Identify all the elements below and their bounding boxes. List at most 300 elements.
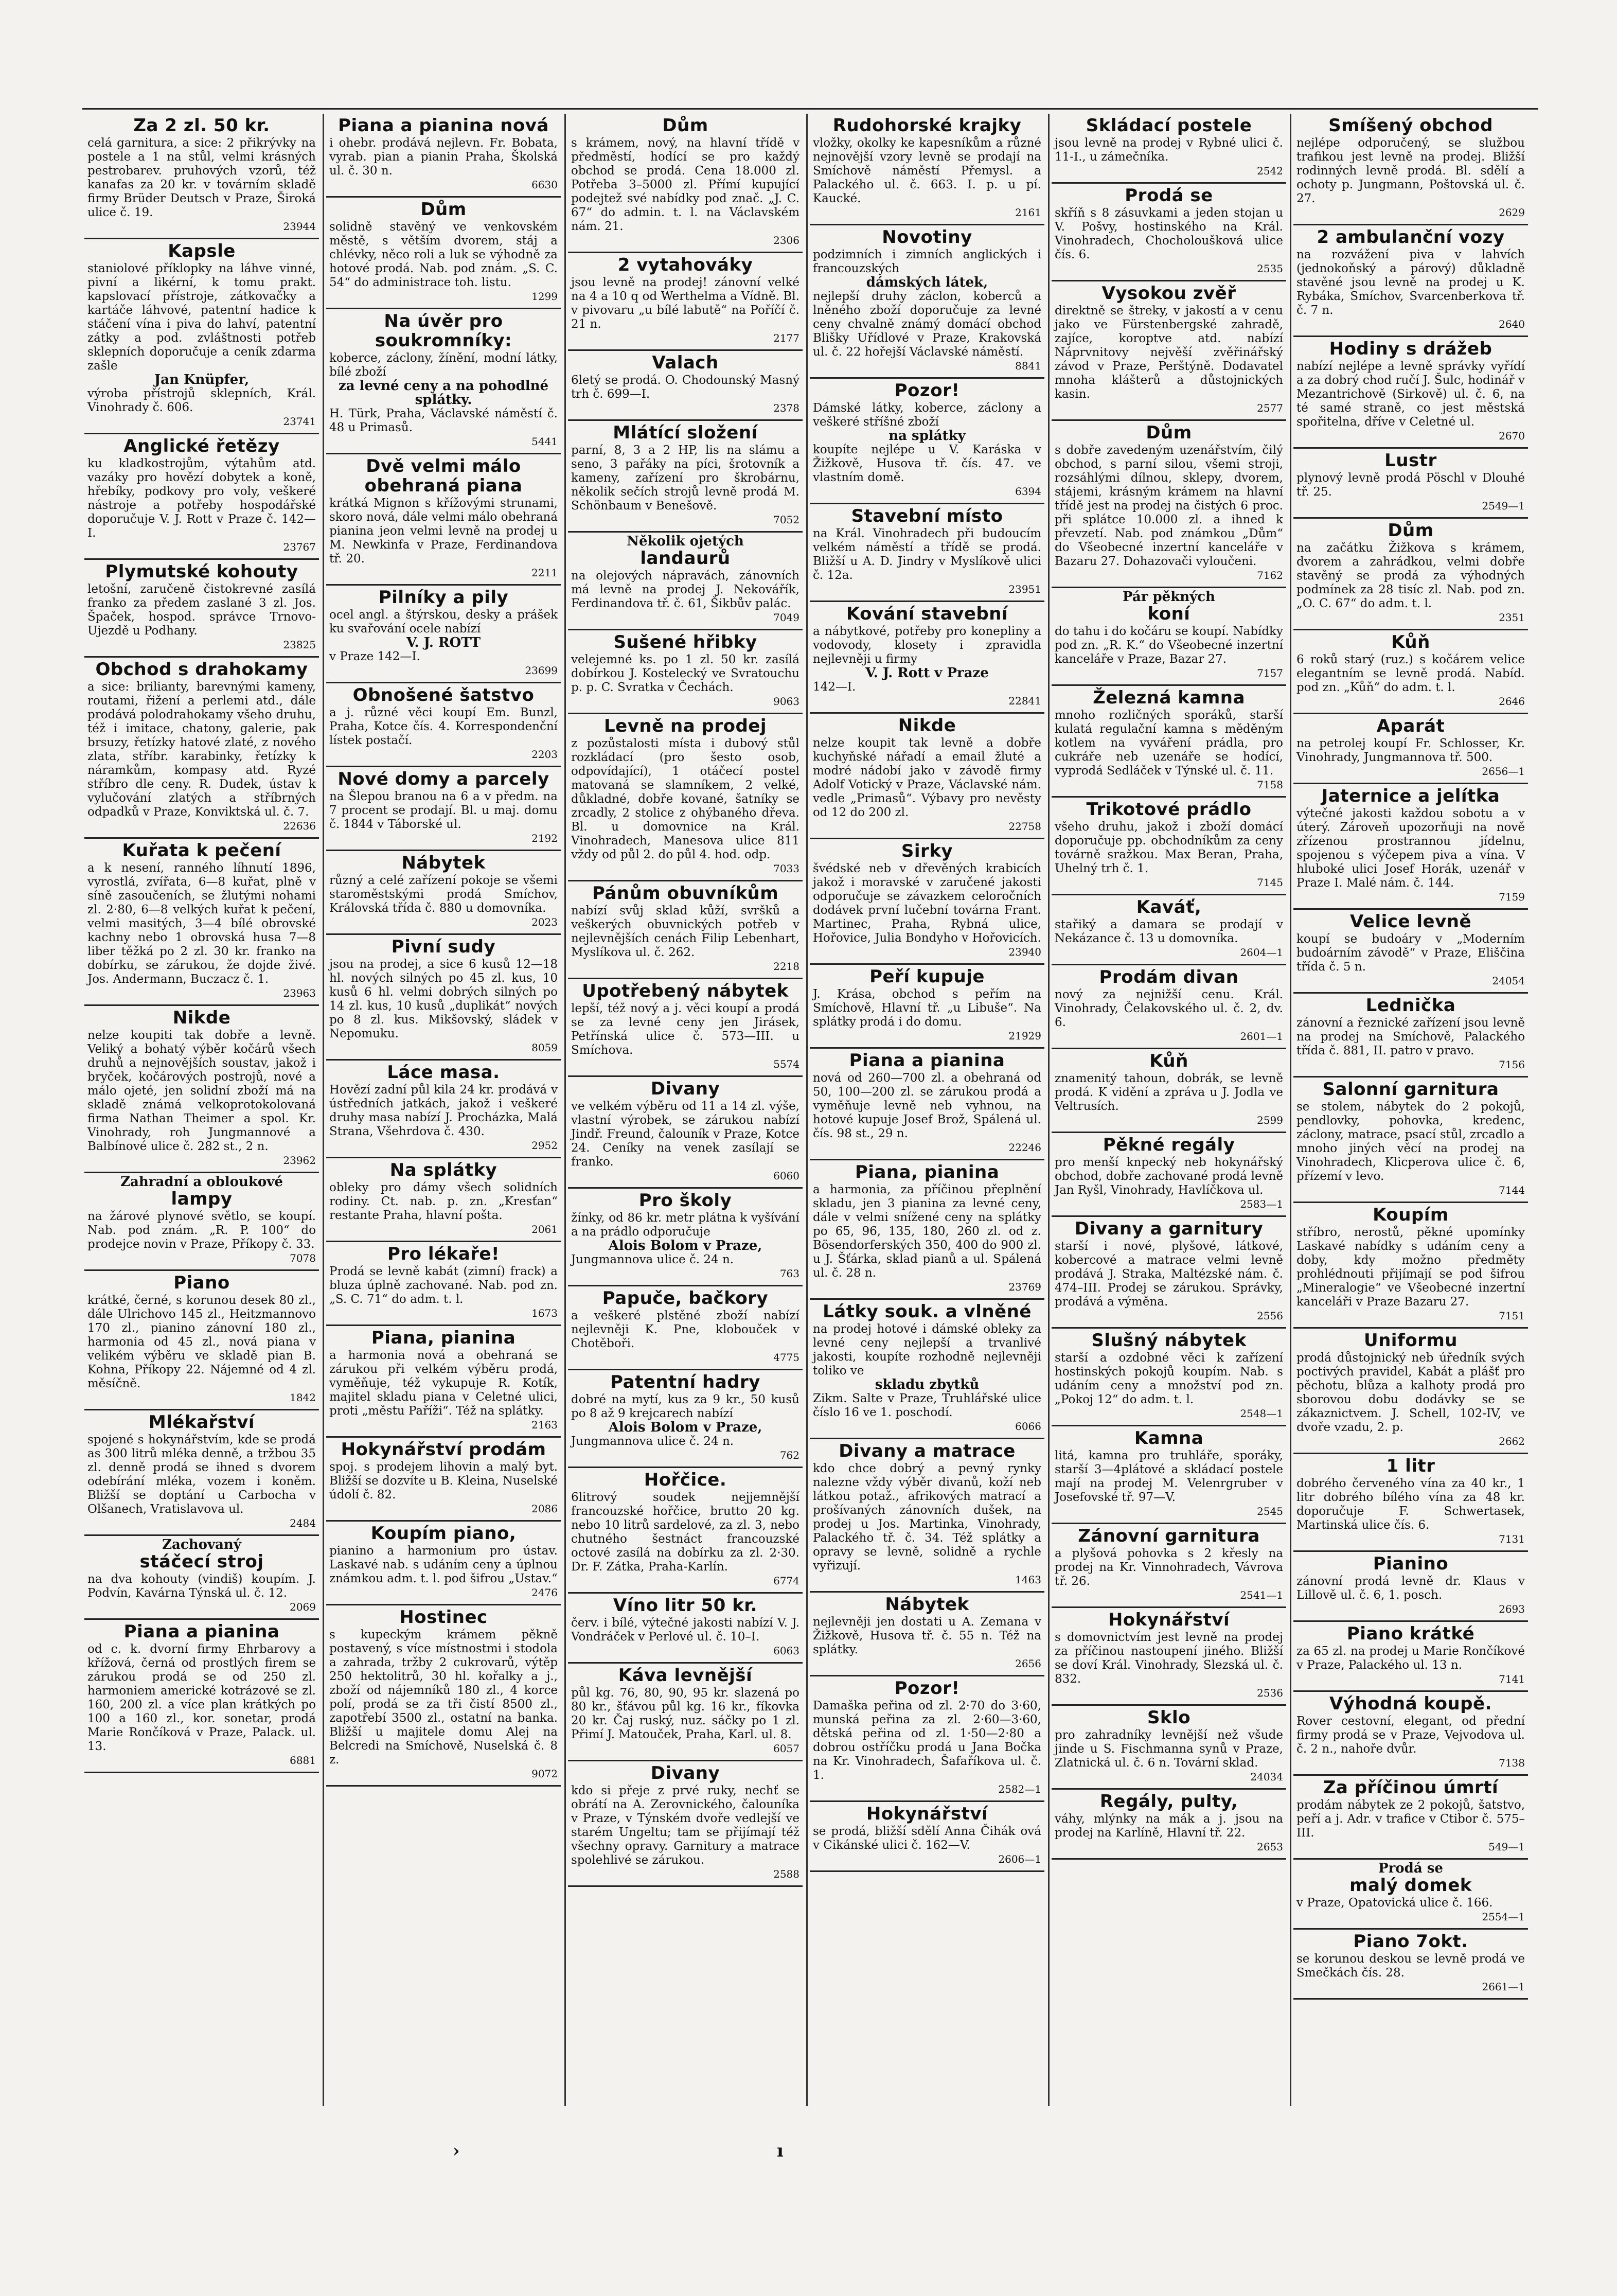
classified-ad [1052, 1049, 1286, 1133]
classified-ad [810, 114, 1044, 225]
classified-ad [1052, 686, 1286, 798]
classified-ad [84, 839, 319, 1006]
ad-headline: Piano 7okt. [1353, 1931, 1468, 1952]
classified-ad [326, 935, 561, 1061]
classified-ad [326, 1242, 561, 1326]
ad-headline: Plymutské kohouty [105, 561, 298, 582]
ad-headline: Jaternice a jelítka [1321, 786, 1500, 806]
ad-reference-number: 23940 [1008, 946, 1041, 958]
ad-body: se korunou deskou se levně prodá ve Smečkách čís. 28. [1296, 1952, 1525, 1980]
ad-body: výtečné jakosti každou sobotu a v úterý. Zároveň upozorňuji na nově zřízenou prostrannou jídelnu, spojenou s výčepem piva a vína. V hluboké ulici Josef Horák, uzenář v Praze I. Malé nám. č. 144. [1296, 807, 1525, 890]
classified-ad [568, 1189, 803, 1286]
classified-ad [326, 309, 561, 454]
ad-reference-number: 7033 [773, 862, 799, 875]
ad-emphasis: Alois Bolom v Praze, [608, 1420, 762, 1435]
ad-reference-number: 2542 [1257, 165, 1283, 177]
ad-headline: Nové domy a parcely [337, 769, 549, 789]
classified-ad [810, 714, 1044, 839]
classified-ad [1293, 1552, 1528, 1622]
ad-body: nabízí nejlépe a levně správky vyřídí a za dobrý chod ručí J. Šulc, hodinář v Mezantrichově (Sirkově) ul. č. 6, na té samé straně, co jest městská spořitelna, dříve v Celetné ul. [1296, 360, 1525, 429]
ad-body: Rover cestovní, elegant, od přední firmy prodá se v Praze, Vejvodova ul. č. 2 n., nahoře dvůr. [1296, 1715, 1525, 1756]
ad-reference-number: 2582—1 [998, 1783, 1041, 1795]
ad-reference-number: 7151 [1499, 1310, 1525, 1322]
ad-headline: Víno litr 50 kr. [613, 1595, 758, 1616]
ad-headline: Pěkné regály [1103, 1135, 1235, 1155]
ad-body: stříbro, nerostů, pěkné upomínky Laskavé nabídky s udáním ceny a doby, kdy možno předměty prohlédnouti přijímají se pod šifrou „Mineralogie“ ve Všeobecné inzertní kanceláři v Praze Bazaru 27. [1296, 1226, 1525, 1309]
ad-body: jsou levně na prodej! zánovní velké na 4 a 10 q od Werthelma a Vídně. Bl. v pivovaru „u bílé labutě“ na Poříčí č. 21 n. [571, 276, 799, 331]
classified-ad [84, 434, 319, 560]
ad-headline: Divany a matrace [839, 1441, 1016, 1461]
classified-ad [568, 979, 803, 1077]
ad-reference-number: 22841 [1008, 695, 1041, 707]
classified-ad [326, 767, 561, 851]
ad-reference-number: 2599 [1257, 1114, 1283, 1126]
ad-headline: Hokynářství prodám [341, 1439, 546, 1460]
ad-body: zánovní prodá levně dr. Klaus v Lillově ul. č. 6, 1. posch. [1296, 1575, 1525, 1602]
ad-column-4 [810, 114, 1044, 2106]
ad-body: mnoho rozličných sporáků, starší kulatá regulační kamna s měděným kotlem na vyváření prádla, pro cukráře neb uzenáře se hodící, vyprodá Sedláček v Týnské ul. č. 11. [1055, 709, 1283, 778]
ad-body-continued: koupíte nejlépe u V. Karáska v Žižkově, Husova tř. čís. 47. ve vlastním domě. [813, 443, 1041, 484]
classified-ad [810, 1160, 1044, 1300]
ad-headline: Hořčice. [644, 1470, 727, 1490]
ad-headline: Sirky [901, 841, 953, 861]
ad-reference-number: 7159 [1499, 891, 1525, 903]
ad-reference-number: 21929 [1008, 1030, 1041, 1042]
ad-body: nelze koupit tak levně a dobře kuchyňské nářadí a email žluté a modré nádobí jako v závodě firmy Adolf Votický v Praze, Václavské nám. vedle „Primasů“. Výbavy pro nevěsty od 12 do 200 zl. [813, 736, 1041, 819]
ad-body: starší i nové, plyšové, látkové, kobercové a matrace velmi levně prodává J. Straka, Maltézské nám. č. 474–III. Prodej se zárukou. Správky, prodává a výměna. [1055, 1240, 1283, 1309]
ad-body: pro zahradníky levnější než všude jinde u S. Fischmanna synů v Praze, Zlatnická ul. č. 6 n. Tovární sklad. [1055, 1728, 1283, 1770]
ad-body: a j. různé věci koupí Em. Bunzl, Praha, Kotce čís. 4. Korrespondenční lístek postačí. [329, 706, 558, 747]
ad-body-continued: Zikm. Salte v Praze, Truhlářské ulice číslo 16 ve 1. poschodí. [813, 1392, 1041, 1419]
ad-body: od c. k. dvorní firmy Ehrbarovy a křížová, černá od prostlých firem se zárukou prodá se od 250 zl. harmoniem americké kotrázové se zl. 160, 200 zl. a více plan krátkých po 100 a 160 zl., kor. sonetar, prodá Marie Rončíková v Praze, Palack. ul. 13. [87, 1642, 316, 1753]
classified-ad [84, 1271, 319, 1410]
ad-reference-number: 2536 [1257, 1687, 1283, 1699]
ad-body: pro menší knpecký neb hokynářský obchod, dobře zachované prodá levně Jan Ryšl, Vinohrady, Havlíčkova ul. [1055, 1156, 1283, 1197]
classified-ad [810, 1676, 1044, 1802]
ad-reference-number: 2023 [531, 916, 558, 928]
ad-body: se stolem, nábytek do 2 pokojů, pendlovky, pohovka, kredenc, záclony, matrace, psací stůl, zrcadlo a mnoho jiných věcí na prodej na Vinohradech, Klicperova ulice č. 6, přízemí v levo. [1296, 1100, 1525, 1183]
ad-body: půl kg. 76, 80, 90, 95 kr. slazená po 80 kr., šťávou půl kg. 16 kr., fíkovka 20 kr. Čaj ruský, nuz. sáčky po 1 zl. Přimí J. Matouček, Praha, Karl. ul. 8. [571, 1686, 799, 1741]
ad-headline: Skládací postele [1086, 115, 1252, 136]
ad-body: podzimních i zimních anglických i francouzských [813, 248, 1041, 275]
classified-ad [1293, 1776, 1528, 1860]
ad-reference-number: 7144 [1499, 1184, 1525, 1196]
ad-reference-number: 2163 [531, 1419, 558, 1431]
classified-ad [326, 454, 561, 586]
classified-ad [568, 1077, 803, 1189]
classified-ad [1293, 910, 1528, 994]
classified-ad [326, 683, 561, 767]
ad-body: lepší, též nový a j. věci koupí a prodá se za levné ceny jen Jirásek, Petřínská ulice č. 573—III. u Smíchova. [571, 1002, 799, 1057]
ad-emphasis: za levné ceny a na pohodlné splátky. [338, 378, 549, 408]
ad-reference-number: 2952 [531, 1139, 558, 1152]
ad-body: na prodej hotové i dámské obleky za levné ceny nejlepší a trvanlivé jakosti, koupíte rozhodně nejlevněji toliko ve [813, 1322, 1041, 1377]
classified-ad [1293, 449, 1528, 519]
ad-body: jsou na prodej, a sice 6 kusů 12—18 hl. nových silných po 45 zl. kus, 10 kusů 6 hl. velmi dobrých silných po 14 zl. kus, 10 kusů „duplikát“ nových po 8 zl. kus. Mikšovský, sládek v Nepomuku. [329, 958, 558, 1040]
ad-emphasis: Jan Knüpfer, [154, 372, 250, 387]
classified-ad [568, 114, 803, 253]
ad-reference-number: 2548—1 [1240, 1407, 1283, 1420]
ad-body: direktně se štreky, v jakostí a v cenu jako ve Fürstenbergské zahradě, zajíce, koroptve atd. nabízí Náprvnitovy nejvěší zvěřinářský závod v Praze, Perštýně. Dodavatel mnoha klášterů a důstojnických kasin. [1055, 304, 1283, 401]
ad-emphasis: V. J. Rott v Praze [865, 665, 989, 681]
ad-headline: Zánovní garnitura [1078, 1526, 1260, 1546]
ad-body-continued: Jungmannova ulice č. 24 n. [571, 1435, 734, 1448]
classified-ad [326, 1522, 561, 1605]
classified-ad [810, 225, 1044, 379]
ad-body: nabízí svůj sklad kůží, svršků a veškerých obuvnických potřeb v nejlevnějších cenách Filip Lebenhart, Myslíkova ul. č. 262. [571, 904, 799, 959]
ad-body: Prodá se levně kabát (zimní) frack) a bluza úplně zachované. Nab. pod zn. „S. C. 71“ do adm. t. l. [329, 1265, 558, 1306]
page-edge-mark-right: ı [777, 2141, 784, 2161]
ad-reference-number: 2556 [1257, 1310, 1283, 1322]
ad-reference-number: 7157 [1257, 667, 1283, 679]
classified-ad [1293, 630, 1528, 714]
ad-body: 6 roků starý (ruz.) s kočárem velice elegantním se levně prodá. Nabíd. pod zn. „Kůň“ do adm. t. l. [1296, 653, 1525, 694]
ad-reference-number: 763 [779, 1267, 799, 1280]
ad-column-3 [568, 114, 803, 2106]
classified-ad [1052, 1133, 1286, 1217]
ad-reference-number: 6394 [1015, 485, 1041, 498]
ad-headline: Upotřebený nábytek [582, 981, 789, 1001]
ad-headline: Velice levně [1349, 911, 1471, 932]
ad-body: na Král. Vinohradech při budoucím velkém náměstí a třídě se prodá. Bližší u A. D. Jindry v Myslíkově ulici č. 12a. [813, 527, 1041, 582]
ad-body: ve velkém výběru od 11 a 14 zl. výše, vlastní výrobek, se zárukou nabízí Jindř. Freund, čalouník v Praze, Kotce 24. Ceníky na venek zasílají se franko. [571, 1100, 799, 1169]
ad-headline: landaurů [640, 548, 731, 569]
classified-ad [84, 239, 319, 434]
classified-ad [326, 586, 561, 683]
ad-body: švédské neb v dřevěných krabicích jakož i moravské v zaručené jakosti odporučuje se závazkem celoročních dodávek první lučební továrna Frant. Martinec, Praha, Rybná ulice, Hořovice, Julia Bondyho v Hořovicích. [813, 862, 1041, 945]
ad-headline: Za 2 zl. 50 kr. [133, 115, 270, 136]
ad-reference-number: 24034 [1250, 1771, 1283, 1783]
ad-headline: Levně na prodej [604, 716, 767, 736]
ad-headline: lampy [171, 1189, 233, 1209]
ad-body: s dobře zavedeným uzenářstvím, čilý obchod, s parní silou, všemi stroji, rozsáhlými dílnou, sklepy, dvorem, stájemi, krásným krámem na hlavní třídě jest na prodej na čistých 6 proc. při splátce 10.000 zl. a ihned k převzetí. Nab. pod známkou „Dům“ do Všeobecné inzertní kanceláře v Bazaru 27. Dohazovači vyloučeni. [1055, 444, 1283, 568]
ad-reference-number: 2640 [1499, 318, 1525, 330]
classified-ad [326, 1061, 561, 1158]
ad-body: starší a ozdobné věci k zařízení hostinských pokojů koupím. Nab. s udáním ceny a množství pod zn. „Pokoj 12“ do adm. t. l. [1055, 1351, 1283, 1406]
ad-headline: Nikde [172, 1008, 231, 1028]
ad-pretitle: Zachovaný [162, 1537, 241, 1552]
classified-ad [568, 714, 803, 881]
ad-reference-number: 2554—1 [1482, 1911, 1525, 1923]
ad-body: J. Krása, obchod s peřím na Smíchově, Hlavní tř. „u Libuše“. Na splátky prodá i do domu. [813, 987, 1041, 1029]
ad-reference-number: 2351 [1499, 611, 1525, 624]
ad-headline: malý domek [1349, 1875, 1472, 1896]
classified-ad [810, 1049, 1044, 1160]
ad-column-5 [1052, 114, 1286, 2106]
ad-body: na Šlepou branou na 6 a v předm. na 7 procent se prodají. Bl. u maj. domu č. 1844 v Táborské ul. [329, 790, 558, 831]
ad-reference-number: 6881 [290, 1754, 316, 1767]
ad-headline: stáčecí stroj [139, 1551, 264, 1572]
ad-reference-number: 2577 [1257, 402, 1283, 414]
ad-headline: Anglické řetězy [123, 436, 280, 456]
classified-ad [1293, 1078, 1528, 1203]
ad-body-continued: 142—I. [813, 680, 856, 694]
ad-headline: Nikde [898, 715, 956, 736]
ad-reference-number: 23963 [283, 987, 316, 999]
classified-ad [1052, 965, 1286, 1049]
classified-ad [1293, 1203, 1528, 1329]
ad-reference-number: 7141 [1499, 1673, 1525, 1685]
classified-ad [1293, 114, 1528, 225]
ad-body: prodá důstojnický neb úředník svých poctivých pravidel, Kabát a plášť pro pěchotu, blůza a kalhoty prodá pro sborovou dobu dodávky se se zákaznictvem. J. Schell, 102-IV, ve dvoře vzadu, 2. p. [1296, 1351, 1525, 1434]
ad-body: červ. i bílé, výtečné jakosti nabízí V. J. Vondráček v Perlové ul. č. 10–I. [571, 1616, 799, 1644]
ad-body: letošní, zaručeně čistokrevné zasílá franko za předem zaslané 3 zl. Jos. Špaček, hospod. správce Trnovo-Ujezdě u Podhany. [87, 582, 316, 638]
ad-body: koberce, záclony, žínění, modní látky, bílé zboží [329, 351, 558, 379]
ad-reference-number: 9063 [773, 695, 799, 708]
classified-ad [1052, 114, 1286, 184]
classified-ad [1052, 895, 1286, 965]
ad-headline: Divany [650, 1079, 720, 1099]
ad-headline: Hokynářství [1108, 1610, 1230, 1630]
ad-body: dobrého červeného vína za 40 kr., 1 litr dobrého bílého vína za 48 kr. doporučuje F. Schwertasek, Martinská ulice čís. 6. [1296, 1477, 1525, 1532]
ad-body: a harmonia, za příčinou přeplnění skladu, jen 3 pianina za levné ceny, dále v velmi snížené ceny na splátky po 65, 96, 135, 180, 260 zl. od z. Bösendorferských 350, 400 do 900 zl. u J. Šťárka, sklad pianů a ul. Spálená ul. č. 28 n. [813, 1183, 1041, 1280]
ad-headline: Piana, pianina [371, 1328, 516, 1348]
ad-body: se prodá, bližší sdělí Anna Čihák ová v Cikánské ulici č. 162—V. [813, 1825, 1041, 1852]
ad-body: na olejových nápravách, zánovních má levně na prodej J. Nekovářík, Ferdinandova tř. č. 61, Šikbův palác. [571, 569, 799, 610]
classified-ad [84, 560, 319, 658]
ad-reference-number: 2670 [1499, 430, 1525, 442]
ad-headline: Mlátící složení [613, 422, 758, 443]
ad-body: s krámem, nový, na hlavní třídě v předměstí, hodící se pro každý obchod se prodá. Cena 18.000 zl. Potřeba 3–5000 zl. Přímí kupující podejtež své nabídky pod znač. „J. C. 67“ do admin. t. l. na Václavském nám. 21. [571, 136, 799, 233]
ad-reference-number: 2476 [531, 1586, 558, 1599]
ad-reference-number: 7156 [1499, 1058, 1525, 1071]
ad-body: na petrolej koupí Fr. Schlosser, Kr. Vinohrady, Jungmannova tř. 500. [1296, 737, 1525, 764]
ad-headline: Kaváť, [1136, 897, 1202, 917]
ad-headline: Piana, pianina [855, 1162, 1000, 1182]
ad-headline: Novotiny [882, 227, 972, 248]
ad-reference-number: 22758 [1008, 820, 1041, 833]
ad-headline: Slušný nábytek [1091, 1330, 1247, 1351]
ad-reference-number: 6066 [1015, 1420, 1041, 1433]
column-rule [323, 114, 324, 2106]
ad-reference-number: 7138 [1499, 1757, 1525, 1769]
ad-reference-number: 2629 [1499, 206, 1525, 219]
classified-ad [1293, 337, 1528, 449]
ad-reference-number: 2693 [1499, 1603, 1525, 1615]
ad-body: krátké, černé, s korunou desek 80 zl., dále Ulrichovo 145 zl., Heitzmannovo 170 zl., pianino zánovní 180 zl., harmonia od 45 zl., nová piana v velikém výběru ve skladě pian B. Kohna, Příkopy 22. Nájemné od 4 zl. měsíčně. [87, 1294, 316, 1390]
ad-body: na začátku Žižkova s krámem, dvorem a zahrádkou, velmi dobře stavěný se prodá za výhodných podmínek za 28 tisíc zl. Nab. pod zn. „O. C. 67“ do adm. t. l. [1296, 541, 1525, 610]
ad-headline: Pivní sudy [391, 937, 496, 957]
classified-ad [810, 965, 1044, 1049]
column-rule [1048, 114, 1050, 2106]
ad-reference-number: 2484 [290, 1517, 316, 1529]
ad-body: a veškeré plstěné zboží nabízí nejlevněji K. Pne, klobouček v Chotěboři. [571, 1309, 799, 1350]
classified-ad [1052, 1524, 1286, 1608]
ad-reference-number: 5441 [531, 435, 558, 448]
classified-ad [810, 1300, 1044, 1439]
ad-reference-number: 8841 [1015, 360, 1041, 372]
ad-body: 6litrový soudek nejjemnější francouzské hořčice, brutto 20 kg. nebo 10 litrů sardelové, za zl. 3, nebo chutného šestnáct francouzské octové zasílá na dobírku za zl. 2·30. Dr. F. Zátka, Praha-Karlín. [571, 1491, 799, 1574]
ad-headline: Železná kamna [1093, 687, 1245, 708]
ad-headline: Lustr [1384, 450, 1437, 471]
ad-reference-number: 7162 [1257, 569, 1283, 581]
classified-ad [1293, 784, 1528, 910]
ad-body: a sice: brilianty, barevnými kameny, routami, řižení a perlemi atd., dále prodává polodrahokamy všeho druhu, též i imitace, chatony, galerie, pak brsuzy, řetízky hatové zlaté, z nového zlata, stříbr. karabinky, řetízky k náramkům, kompasy atd. Ryzé stříbro dle ceny. R. Dudek, ústav k vylučování zlatých a stříbrných odpadků v Praze, Konviktská ul. č. 7. [87, 680, 316, 819]
ad-headline: Pro lékaře! [387, 1244, 500, 1264]
ad-body: kdo chce dobrý a pevný rynky nalezne vždy výběr divanů, koží neb látkou potaž., afrikových matrací a prošívaných zánovních dušek, na prodej u Jos. Martinka, Vinohrady, Palackého tř. č. 34. Též splátky a opravy se levně, solidně a rychle vyřizují. [813, 1462, 1041, 1573]
classified-ad [810, 1439, 1044, 1593]
classified-ad [326, 1438, 561, 1522]
classified-ad [810, 1593, 1044, 1676]
ad-body: solidně stavěný ve venkovském městě, s větším dvorem, stáj a chlévky, něco roli a luk se výhodně za hotové prodá. Nab. pod znám. „S. C. 54“ do administrace toh. listu. [329, 220, 558, 289]
classified-ad [1293, 1692, 1528, 1776]
classified-ad [1052, 1608, 1286, 1706]
ad-reference-number: 2069 [290, 1601, 316, 1613]
ad-body: ocel angl. a štýrskou, desky a prášek ku svařování ocele nabízí [329, 608, 558, 635]
ad-headline: Nábytek [401, 853, 486, 873]
ad-reference-number: 2541—1 [1240, 1589, 1283, 1601]
ad-body: váhy, mlýnky na mák a j. jsou na prodej na Karlíně, Hlavní tř. 22. [1055, 1812, 1283, 1840]
ad-headline: Patentní hadry [610, 1372, 760, 1392]
ad-headline: Pánům obuvníkům [592, 883, 779, 904]
ad-headline: Kamna [1134, 1428, 1204, 1449]
ad-headline: Za příčinou úmrtí [1323, 1777, 1499, 1798]
ad-reference-number: 7145 [1257, 876, 1283, 889]
ad-headline: Dům [1146, 422, 1192, 443]
ad-body: krátká Mignon s křížovými strunami, skoro nová, dále velmi málo obehraná pianina jeon velmi levně na prodej u M. Newkinfa v Praze, Ferdinandova tř. 20. [329, 497, 558, 566]
ad-body: Damaška peřina od zl. 2·70 do 3·60, munská peřina za zl. 2·60—3·60, dětská peřina od zl. 1·50—2·80 a dobrou ostříčku prodá u Jana Bočka na Kr. Vinohradech, Šafaříkova ul. č. 1. [813, 1699, 1041, 1782]
ad-body: koupí se budoáry v „Moderním budoárním závodě“ v Praze, Eliščina třída č. 5 n. [1296, 932, 1525, 974]
ad-body: prodám nábytek ze 2 pokojů, šatstvo, peří a j. Adr. v trafice v Ctibor č. 575–III. [1296, 1798, 1525, 1840]
ad-reference-number: 2378 [773, 402, 799, 414]
ad-headline: Kuřata k pečení [122, 840, 281, 861]
classified-ad [1052, 281, 1286, 421]
classified-ad [568, 1370, 803, 1468]
ad-reference-number: 2662 [1499, 1435, 1525, 1447]
ad-body: stařiký a damara se prodají v Nekázance č. 13 u domovníka. [1055, 918, 1283, 945]
ad-body: vložky, okolky ke kapesníkům a různé nejnovější vzory levně se prodají na Smíchově náměstí Přemysl. a Palackého ul. č. 663. I. p. u pí. Kaucké. [813, 136, 1041, 205]
ad-emphasis: skladu zbytků [875, 1377, 980, 1392]
ad-reference-number: 6774 [773, 1575, 799, 1587]
ad-reference-number: 2549—1 [1482, 500, 1525, 512]
ad-body: pianino a harmonium pro ústav. Laskavé nab. s udáním ceny a úplnou známkou adm. t. l. pod šifrou „Ustav.“ [329, 1544, 558, 1585]
classified-ad [568, 881, 803, 979]
classified-ad [326, 851, 561, 935]
ad-headline: koní [1147, 604, 1190, 624]
ad-reference-number: 23944 [283, 220, 316, 233]
ad-headline: Pozor! [894, 380, 960, 401]
ad-body: plynový levně prodá Pöschl v Dlouhé tř. 25. [1296, 471, 1525, 499]
ad-headline: Pianino [1373, 1553, 1449, 1574]
ad-headline: Dům [420, 199, 467, 220]
ad-headline: Káva levnější [618, 1665, 753, 1686]
classified-ad [84, 1006, 319, 1173]
ad-reference-number: 1673 [531, 1307, 558, 1319]
ad-body: staniolové příklopky na láhve vinné, pivní a likérní, k tomu prakt. kapslovací přístroje, zátkovačky a kartáče láhvové, patentní hadice k stáčení vína i piva do lahví, patentní zátky a pod. zvláštnosti potřeb sklepních doporučuje a ceník zdarma zašle [87, 262, 316, 373]
ad-reference-number: 2656 [1015, 1657, 1041, 1670]
classified-ad [568, 1594, 803, 1664]
ad-body-continued: v Praze 142—I. [329, 650, 420, 663]
ad-reference-number: 6630 [531, 179, 558, 191]
classified-ad [1293, 1454, 1528, 1552]
classified-ads-sheet [82, 108, 1538, 2106]
classified-ad [1052, 588, 1286, 686]
ad-body-continued: Jungmannova ulice č. 24 n. [571, 1253, 734, 1266]
ad-emphasis: na splátky [889, 428, 966, 444]
ad-headline: Prodám divan [1099, 967, 1239, 987]
ad-reference-number: 7052 [773, 514, 799, 526]
classified-ad [568, 630, 803, 714]
ad-headline: Látky souk. a vlněné [823, 1301, 1032, 1322]
ad-reference-number: 7078 [290, 1252, 316, 1264]
ad-reference-number: 2161 [1015, 206, 1041, 219]
ad-reference-number: 2061 [531, 1223, 558, 1235]
ad-emphasis: dámských látek, [866, 275, 988, 290]
ad-headline: Salonní garnitura [1322, 1079, 1499, 1100]
classified-ad [1052, 1790, 1286, 1860]
classified-ad [1052, 1329, 1286, 1426]
ad-reference-number: 1299 [531, 290, 558, 303]
ad-body-continued: nejlepší druhy záclon, koberců a lněného zboží doporučuje za levné ceny chvalně známý domácí obchod Blišky Uřídlové v Praze, Krakovská ul. č. 22 hořejší Václavské náměstí. [813, 290, 1041, 359]
classified-ad [1293, 1930, 1528, 2000]
ad-reference-number: 2086 [531, 1503, 558, 1515]
ad-reference-number: 549—1 [1488, 1841, 1525, 1853]
ad-headline: Mlékařství [148, 1412, 255, 1433]
ad-reference-number: 23951 [1008, 583, 1041, 595]
ad-body: na rozvážení piva v lahvích (jednokoňský a párový) důkladně stavěné jsou levně na prodej u K. Rybáka, Smíchov, Svarcenberkova tř. č. 7 n. [1296, 248, 1525, 317]
classified-ad [1052, 798, 1286, 895]
ad-column-6 [1293, 114, 1528, 2106]
ad-headline: Lednička [1365, 995, 1456, 1016]
ad-headline: Valach [652, 352, 719, 373]
ad-headline: Koupím piano, [370, 1523, 517, 1544]
classified-ad [1293, 1622, 1528, 1692]
ad-body: ku kladkostrojům, výtahům atd. vazáky pro hovězí dobytek a koně, hřebíky, podkovy pro voly, veškeré nástroje a potřeby hospodářské doporučuje V. J. Rott v Praze č. 142—I. [87, 457, 316, 540]
ad-headline: Dům [1388, 520, 1434, 541]
ad-body: spojené s hokynářstvím, kde se prodá as 300 litrů mléka denně, a tržbou 35 zl. denně prodá se ihned s dvorem odebírání mléka, vozem i koněm. Bližší se doptání u Carbocha v Olšanech, Vratislavova ul. [87, 1433, 316, 1516]
ad-body: z pozůstalosti místa i dubový stůl rozkládací (pro šesto osob, odpovídající), 1 otáčecí postel matovaná se slamníkem, 2 velké, důkladné, dobře kované, šatníky se zrcadly, 2 stolice z ohýbaného dřeva. Bl. u domovnice na Král. Vinohradech, Manesova ulice 811 vždy od půl 2. do půl 4. hod. odp. [571, 737, 799, 861]
classified-ad [84, 1620, 319, 1773]
ad-body: nejlépe odporučený, se službou trafikou jest levně na prodej. Bližší rodinných levně prodá. Bl. sdělí a ochoty p. Jungmann, Poštovská ul. č. 27. [1296, 136, 1525, 205]
ad-headline: Divany [650, 1763, 720, 1783]
ad-reference-number: 7131 [1499, 1533, 1525, 1545]
classified-ad [1293, 1329, 1528, 1454]
ad-reference-number: 2656—1 [1482, 765, 1525, 778]
ad-body: skříň s 8 zásuvkami a jeden stojan u V. Pošvy, hostinského na Král. Vinohradech, Chocholoušková ulice čís. 6. [1055, 206, 1283, 261]
ad-reference-number: 9072 [531, 1768, 558, 1780]
ad-body: žínky, od 86 kr. metr plátna k vyšívání a na prádlo odporučuje [571, 1211, 799, 1239]
column-rule [1290, 114, 1291, 2106]
ad-headline: Koupím [1373, 1205, 1449, 1225]
ad-headline: Vysokou zvěř [1101, 283, 1236, 304]
classified-ad [810, 602, 1044, 714]
classified-ad [84, 114, 319, 239]
ad-pretitle: Několik ojetých [627, 534, 744, 549]
classified-ad [84, 1173, 319, 1271]
ad-headline: Pro školy [638, 1190, 732, 1211]
ad-reference-number: 2203 [531, 748, 558, 761]
column-rule [806, 114, 808, 2106]
ad-body: v Praze, Opatovická ulice č. 166. [1296, 1896, 1493, 1910]
ad-headline: Peří kupuje [869, 966, 985, 987]
ad-body: dobré na mytí, kus za 9 kr., 50 kusů po 8 až 9 krejcarech nabízí [571, 1393, 799, 1420]
ad-headline: Kování stavební [846, 604, 1008, 624]
ad-pretitle: Zahradní a obloukové [120, 1174, 283, 1190]
classified-ad [568, 351, 803, 421]
ad-body: nelze koupiti tak dobře a levně. Veliký a bohatý výběr kočárů všech druhů a nejnovějších soustav, jakož i bryček, kočárových postrojů, nové a málo ojeté, jen solidní zboží má na skladě známá velkoprotokolovaná firma Nathan Theimer a spol. Kr. Vinohrady, roh Jungmannové a Balbínové ulice č. 282 st., 2 n. [87, 1029, 316, 1153]
ad-body: a plyšová pohovka s 2 křesly na prodej na Kr. Vinnohradech, Vávrova tř. 26. [1055, 1547, 1283, 1588]
ad-body: nejlevněji jen dostati u A. Zemana v Žižkově, Husova tř. č. 55 n. Též na splátky. [813, 1615, 1041, 1656]
ad-headline: Piano [173, 1273, 230, 1293]
ad-reference-number: 8059 [531, 1041, 558, 1054]
ad-body: litá, kamna pro truhláře, sporáky, starší 3—4plátové a skládací postele mají na prodej M. Velenrgruber v Josefovské tř. 97—V. [1055, 1449, 1283, 1504]
classified-ad [1293, 714, 1528, 784]
ad-reference-number: 2192 [531, 832, 558, 844]
ad-headline: Uniformu [1363, 1330, 1458, 1351]
ad-headline: Regály, pulty, [1099, 1791, 1238, 1812]
ad-reference-number: 6063 [773, 1645, 799, 1657]
ad-reference-number: 23741 [283, 415, 316, 428]
